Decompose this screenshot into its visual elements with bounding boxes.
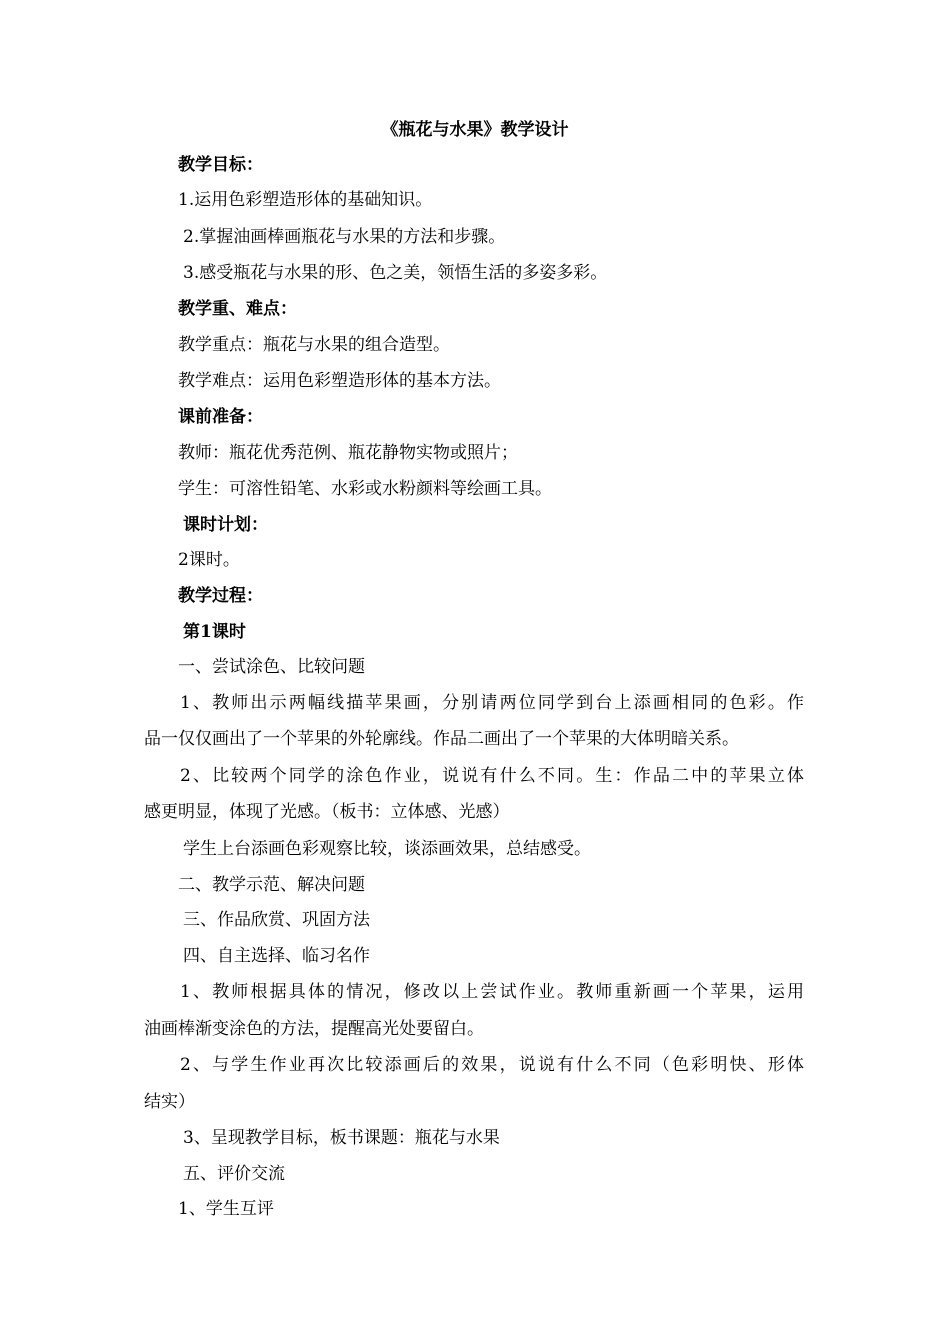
section1-p3: 学生上台添画色彩观察比较，谈添画效果，总结感受。	[183, 839, 591, 859]
section1-heading: 一、尝试涂色、比较问题	[178, 657, 365, 677]
goal-item-1: 1.运用色彩塑造形体的基础知识。	[178, 190, 433, 210]
section2-heading: 二、教学示范、解决问题	[178, 875, 365, 895]
section4-p2-line1: 2、与学生作业再次比较添画后的效果，说说有什么不同（色彩明快、形体	[180, 1055, 804, 1075]
preparation-student: 学生：可溶性铅笔、水彩或水粉颜料等绘画工具。	[178, 479, 552, 499]
section4-heading: 四、自主选择、临习名作	[183, 946, 370, 966]
section4-p3: 3、呈现教学目标，板书课题：瓶花与水果	[183, 1128, 500, 1148]
section1-p1-line1: 1、教师出示两幅线描苹果画，分别请两位同学到台上添画相同的色彩。作	[180, 693, 804, 713]
key-point-difficult: 教学难点：运用色彩塑造形体的基本方法。	[178, 371, 501, 391]
section1-p1-line2: 品一仅仅画出了一个苹果的外轮廓线。作品二画出了一个苹果的大体明暗关系。	[144, 729, 739, 749]
process-heading: 教学过程：	[178, 586, 263, 606]
goals-heading: 教学目标：	[178, 155, 263, 175]
section4-p2-line2: 结实）	[144, 1092, 195, 1112]
schedule-heading: 课时计划：	[183, 515, 268, 535]
section5-p1: 1、学生互评	[178, 1199, 274, 1219]
section1-p2-line1: 2、比较两个同学的涂色作业，说说有什么不同。生：作品二中的苹果立体	[180, 766, 804, 786]
lesson-label: 第1课时	[183, 622, 246, 642]
preparation-heading: 课前准备：	[178, 407, 263, 427]
goal-item-2: 2.掌握油画棒画瓶花与水果的方法和步骤。	[183, 227, 506, 247]
section1-p2-line2: 感更明显，体现了光感。（板书：立体感、光感）	[144, 802, 510, 822]
key-points-heading: 教学重、难点：	[178, 299, 297, 319]
document-title: 《瓶花与水果》教学设计	[381, 120, 569, 140]
preparation-teacher: 教师：瓶花优秀范例、瓶花静物实物或照片；	[178, 443, 518, 463]
key-point-important: 教学重点：瓶花与水果的组合造型。	[178, 335, 450, 355]
section5-heading: 五、评价交流	[183, 1164, 285, 1184]
section4-p1-line1: 1、教师根据具体的情况，修改以上尝试作业。教师重新画一个苹果，运用	[180, 982, 804, 1002]
section4-p1-line2: 油画棒渐变涂色的方法，提醒高光处要留白。	[144, 1019, 484, 1039]
schedule-value: 2课时。	[178, 550, 240, 570]
section3-heading: 三、作品欣赏、巩固方法	[183, 910, 370, 930]
goal-item-3: 3.感受瓶花与水果的形、色之美，领悟生活的多姿多彩。	[183, 263, 608, 283]
